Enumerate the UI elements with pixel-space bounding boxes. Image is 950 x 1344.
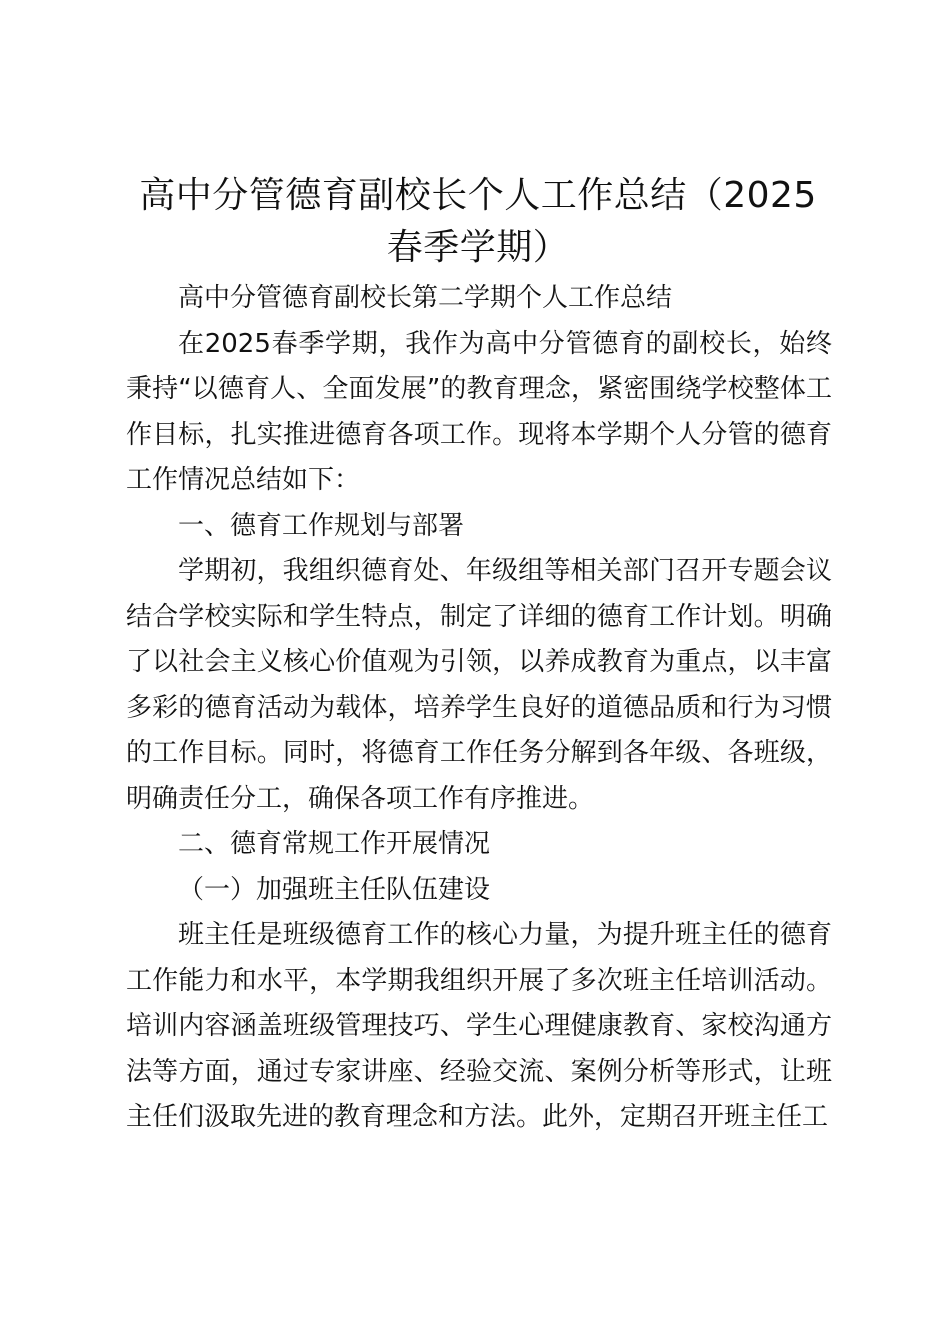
subsection-1-paragraph: 班主任是班级德育工作的核心力量，为提升班主任的德育工作能力和水平，本学期我组织开展了多次班主任培训活动。培训内容涵盖班级管理技巧、学生心理健康教育、家校沟通方法等方面，通过专家讲座、经验交流、案例分析等形式，让班主任们汲取先进的教育理念和方法。此外，定期召开班主任工 bbox=[126, 920, 832, 1132]
section-1-paragraph: 学期初，我组织德育处、年级组等相关部门召开专题会议结合学校实际和学生特点，制定了详细的德育工作计划。明确了以社会主义核心价值观为引领，以养成教育为重点，以丰富多彩的德育活动为载体，培养学生良好的道德品质和行为习惯的工作目标。同时，将德育工作任务分解到各年级、各班级，明确责任分工，确保各项工作有序推进。 bbox=[126, 556, 832, 814]
subtitle-paragraph: 高中分管德育副校长第二学期个人工作总结 bbox=[178, 283, 673, 313]
document-body bbox=[126, 276, 832, 1141]
section-heading-1: 一、德育工作规划与部署 bbox=[178, 510, 465, 541]
subsection-heading-1: （一）加强班主任队伍建设 bbox=[178, 874, 491, 905]
section-heading-2: 二、德育常规工作开展情况 bbox=[178, 829, 491, 859]
document-title: 高中分管德育副校长个人工作总结（2025春季学期） bbox=[139, 175, 817, 268]
intro-paragraph: 在2025春季学期，我作为高中分管德育的副校长，始终秉持“以德育人、全面发展”的教育理念，紧密围绕学校整体工作目标，扎实推进德育各项工作。现将本学期个人分管的德育工作情况总结如下： bbox=[126, 328, 832, 495]
